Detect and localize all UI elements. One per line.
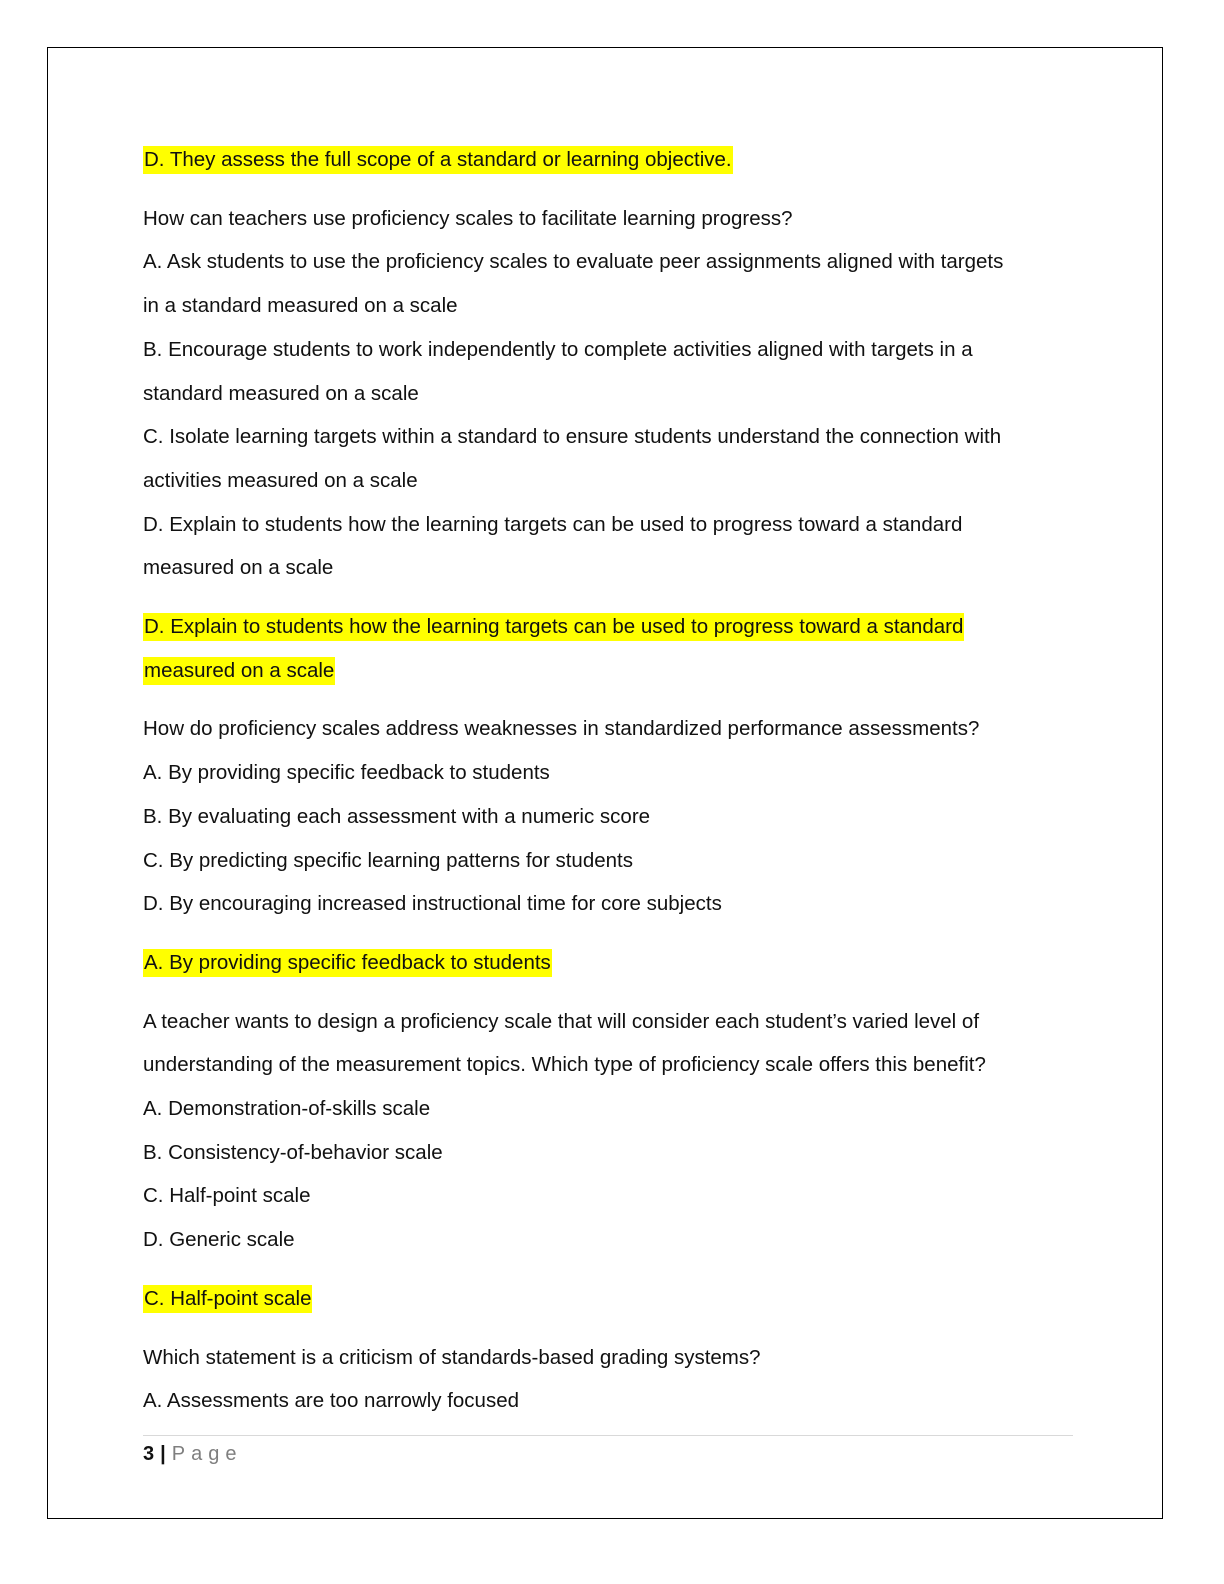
text-line	[143, 1131, 1083, 1175]
line-text: Which statement is a criticism of standards-based grading systems?	[143, 1345, 761, 1369]
text-line	[143, 459, 1083, 503]
block-spacer	[143, 692, 1083, 707]
highlighted-answer-text: D. They assess the full scope of a standard or learning objective.	[143, 146, 733, 174]
block-spacer	[143, 182, 1083, 197]
line-text: C. Half-point scale	[143, 1184, 311, 1208]
text-line	[143, 284, 1083, 328]
answer-block	[143, 1277, 1083, 1321]
text-line	[143, 751, 1083, 795]
text-line	[143, 328, 1083, 372]
answer-line	[143, 649, 1083, 693]
question-block	[143, 197, 1083, 590]
line-text: A. Ask students to use the proficiency scales to evaluate peer assignments aligned with targets	[143, 250, 1004, 274]
line-text: activities measured on a scale	[143, 468, 418, 492]
line-text: measured on a scale	[143, 556, 334, 580]
line-text: How can teachers use proficiency scales to facilitate learning progress?	[143, 206, 793, 230]
line-text: B. By evaluating each assessment with a numeric score	[143, 804, 651, 828]
question-text	[143, 1000, 1083, 1044]
answer-block	[143, 138, 1083, 182]
line-text: A. By providing specific feedback to students	[143, 761, 550, 785]
question-text	[143, 197, 1083, 241]
line-text: D. By encouraging increased instructional time for core subjects	[143, 892, 722, 916]
highlighted-answer-text: C. Half-point scale	[143, 1285, 312, 1313]
answer-block	[143, 605, 1083, 692]
text-line	[143, 795, 1083, 839]
line-text: C. Isolate learning targets within a standard to ensure students understand the connection with	[143, 425, 1002, 449]
text-line	[143, 240, 1083, 284]
page-footer	[143, 1440, 242, 1468]
block-spacer	[143, 985, 1083, 1000]
document-body	[143, 138, 1083, 1423]
text-line	[143, 1174, 1083, 1218]
line-text: D. Explain to students how the learning targets can be used to progress toward a standard	[143, 512, 963, 536]
block-spacer	[143, 590, 1083, 605]
line-text: B. Consistency-of-behavior scale	[143, 1140, 443, 1164]
block-spacer	[143, 926, 1083, 941]
text-line	[143, 415, 1083, 459]
answer-line	[143, 1277, 1083, 1321]
text-line	[143, 372, 1083, 416]
text-line	[143, 1043, 1083, 1087]
line-text: understanding of the measurement topics. Which type of proficiency scale offers this benefit?	[143, 1053, 986, 1077]
answer-line	[143, 605, 1083, 649]
text-line	[143, 546, 1083, 590]
line-text: in a standard measured on a scale	[143, 294, 458, 318]
line-text: A teacher wants to design a proficiency scale that will consider each student’s varied level of	[143, 1009, 980, 1033]
text-line	[143, 1087, 1083, 1131]
line-text: D. Generic scale	[143, 1228, 295, 1252]
question-text	[143, 1336, 1083, 1380]
text-line	[143, 1218, 1083, 1262]
line-text: A. Assessments are too narrowly focused	[143, 1389, 520, 1413]
text-line	[143, 882, 1083, 926]
footer-separator: |	[160, 1443, 166, 1465]
footer-divider	[143, 1435, 1073, 1436]
block-spacer	[143, 1321, 1083, 1336]
question-block	[143, 707, 1083, 926]
page-number: 3	[143, 1443, 155, 1465]
line-text: How do proficiency scales address weaknesses in standardized performance assessments?	[143, 717, 980, 741]
answer-line	[143, 941, 1083, 985]
page-label: Page	[171, 1443, 243, 1465]
highlighted-answer-text: A. By providing specific feedback to students	[143, 949, 552, 977]
highlighted-answer-text: D. Explain to students how the learning targets can be used to progress toward a standard	[143, 613, 964, 641]
question-block	[143, 1000, 1083, 1262]
highlighted-answer-text: measured on a scale	[143, 657, 335, 685]
question-block	[143, 1336, 1083, 1423]
question-text	[143, 707, 1083, 751]
line-text: A. Demonstration-of-skills scale	[143, 1097, 431, 1121]
line-text: C. By predicting specific learning patterns for students	[143, 848, 633, 872]
line-text: standard measured on a scale	[143, 381, 419, 405]
answer-block	[143, 941, 1083, 985]
text-line	[143, 839, 1083, 883]
text-line	[143, 1379, 1083, 1423]
text-line	[143, 503, 1083, 547]
line-text: B. Encourage students to work independently to complete activities aligned with targets in a	[143, 337, 973, 361]
block-spacer	[143, 1262, 1083, 1277]
answer-line	[143, 138, 1083, 182]
